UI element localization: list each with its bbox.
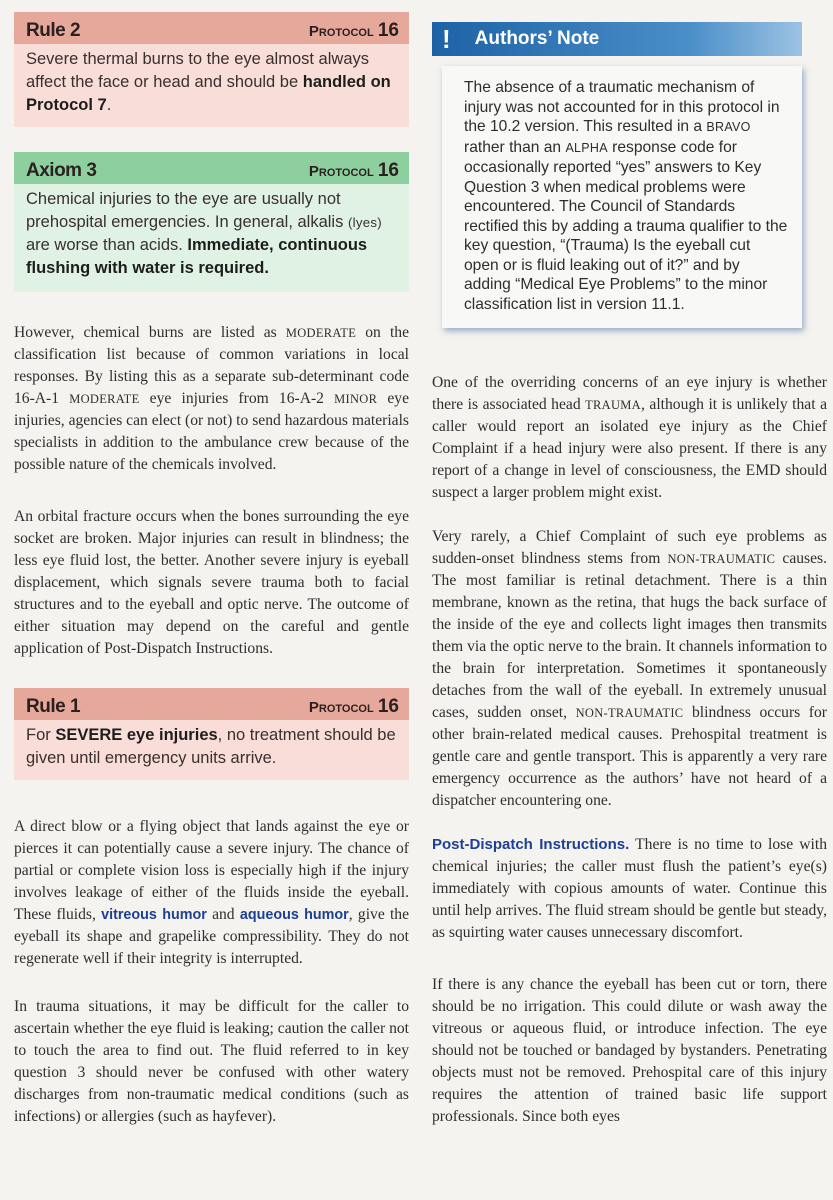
axiom-3-title: Axiom 3	[26, 160, 97, 181]
text-run: rather than an	[464, 138, 566, 156]
text-run: NON-TRAUMATIC	[575, 706, 684, 720]
text-run: Severe thermal burns to the eye almost always affect the face or head and should be	[26, 50, 369, 91]
text-run: are worse than acids.	[26, 236, 188, 254]
text-run: NON-TRAUMATIC	[667, 552, 776, 566]
rule-2-box	[14, 12, 409, 124]
text-run: An orbital fracture occurs when the bones surrounding the eye socket are broken. Major injuries can result in blindness; the less eye fluid lost, the better. Another severe injury is eyeball displacement, which signals severe trauma both to facial structures and to the eyeball and optic nerve. The outcome of either situation may depend on the careful and gentle application of Post-Dispatch Instructions.	[14, 508, 409, 657]
text-run: , no treatment should be given until emergency units arrive.	[26, 726, 396, 767]
text-run: Immediate, continuous flushing with water is required.	[26, 236, 368, 277]
text-run: One of the overriding concerns of an eye injury is whether there is associated head	[432, 374, 827, 413]
text-run: (lyes)	[347, 215, 382, 230]
paragraph	[432, 372, 827, 504]
text-run: There is no time to lose with chemical injuries; the caller must flush the patient’s eye(s) immediately with copious amounts of water. Continue this until help arrives. The fluid stream should be gentle but steady, as squirting water causes unnecessary discomfort.	[432, 836, 827, 941]
text-run: A direct blow or a flying object that lands against the eye or pierces it can potentially cause a severe injury. The chance of partial or complete vision loss is especially high if the injury involves leakage of either of the fluids inside the eyeball. These fluids,	[14, 818, 409, 923]
text-run: Chemical injuries to the eye are usually not prehospital emergencies. In general, alkalis	[26, 190, 348, 231]
paragraph	[14, 816, 409, 970]
axiom-3-box	[14, 152, 409, 292]
text-run: If there is any chance the eyeball has been cut or torn, there should be no irrigation. This could dilute or wash away the vitreous or aqueous fluid, or introduce infection. The eye should not be touched or bandaged by bystanders. Penetrating objects must not be removed. Prehospital care of this injury requires the attention of trained basic life support professionals. Since both eyes	[432, 976, 827, 1125]
text-run: TRAUMA	[585, 398, 641, 412]
text-run: on the classification list because of common variations in local responses. By listing this as a separate sub-determinant code 16-A-1	[14, 324, 409, 407]
rule-2-body	[14, 44, 409, 127]
text-run: In trauma situations, it may be difficult for the caller to ascertain whether the eye fluid is leaking; caution the caller not to touch the area to find out. The fluid referred to in key question 3 should never be confused with other watery discharges from non-traumatic medical conditions (such as infections) or allergies (such as hayfever).	[14, 998, 409, 1125]
paragraph	[14, 506, 409, 660]
text-run: response code for occasionally reported “yes” answers to Key Question 3 when medical problems were encountered. The Council of Standards rectified this by adding a trauma qualifier to the key question, “(Trauma) Is the eyeball cut open or is fluid leaking out of it?” and by adding “Medical Eye Problems” to the minor classification list in version 11.1.	[464, 138, 788, 313]
glossary-term: aqueous humor	[239, 907, 349, 923]
text-run: , give the eyeball its shape and grapelike compressibility. They do not regenerate well if their integrity is interrupted.	[14, 906, 410, 967]
rule-1-protocol: Protocol 16	[308, 696, 399, 717]
paragraph	[14, 996, 409, 1128]
text-run: Post-Dispatch Instructions.	[432, 836, 630, 853]
rule-1-body	[14, 720, 409, 780]
axiom-3-body	[14, 184, 409, 290]
text-run: The absence of a traumatic mechanism of injury was not accounted for in this protocol in the 10.2 version. This resulted in a	[464, 79, 780, 135]
text-run: blindness occurs for other brain-related medical causes. Prehospital treatment is gentle care and gentle transport. This is apparently a very rare emergency occurrence as the authors’ have not heard of a dispatcher encountering one.	[432, 704, 827, 809]
text-run: SEVERE eye injuries	[55, 726, 218, 744]
text-run: causes. The most familiar is retinal detachment. There is a thin membrane, known as the retina, that hugs the back surface of the inside of the eye and collects light images then transmits them via the optic nerve to the brain. It channels information to the brain for interpretation. Sometimes it spontaneously detaches from the wall of the eyeball. In extremely unusual cases, sudden onset,	[432, 550, 828, 721]
text-run: eye injuries from 16-A-2	[139, 390, 335, 407]
axiom-3-protocol: Protocol 16	[308, 160, 399, 181]
text-run: and	[206, 906, 240, 923]
rule-1-box	[14, 688, 409, 780]
text-run: ALPHA	[565, 140, 608, 155]
authors-note-title: Authors’ Note	[474, 28, 600, 49]
paragraph	[14, 322, 409, 476]
paragraph	[432, 974, 827, 1128]
authors-note	[432, 22, 802, 328]
right-column	[432, 0, 827, 1128]
text-run: eye injuries, agencies can elect (or not) to send hazardous materials specialists in addition to the ambulance crew because of the possible nature of the chemicals involved.	[14, 390, 410, 473]
rule-2-title: Rule 2	[26, 20, 81, 41]
paragraph	[432, 526, 827, 812]
text-run: For	[26, 726, 56, 744]
text-run: MINOR	[334, 392, 378, 406]
rule-2-protocol: Protocol 16	[308, 20, 399, 41]
text-run: MODERATE	[69, 392, 140, 406]
rule-1-title: Rule 1	[26, 696, 81, 717]
exclamation-icon: !	[442, 23, 451, 54]
text-run: Very rarely, a Chief Complaint of such eye problems as sudden-onset blindness stems from	[432, 528, 827, 567]
authors-note-header	[432, 22, 802, 56]
text-run: BRAVO	[706, 120, 751, 134]
text-run: handled on Protocol 7	[26, 73, 391, 114]
paragraph	[432, 834, 827, 944]
text-run: However, chemical burns are listed as	[14, 324, 286, 341]
text-run: , although it is unlikely that a caller would report an isolated eye injury as the Chief Complaint if a head injury were also present. If there is any report of a change in level of consciousness, the EMD should suspect a larger problem might exist.	[432, 396, 827, 501]
text-run: .	[106, 96, 112, 114]
left-column	[14, 0, 409, 1128]
glossary-term: vitreous humor	[101, 907, 207, 923]
authors-note-body	[442, 66, 802, 328]
text-run: MODERATE	[285, 326, 357, 340]
